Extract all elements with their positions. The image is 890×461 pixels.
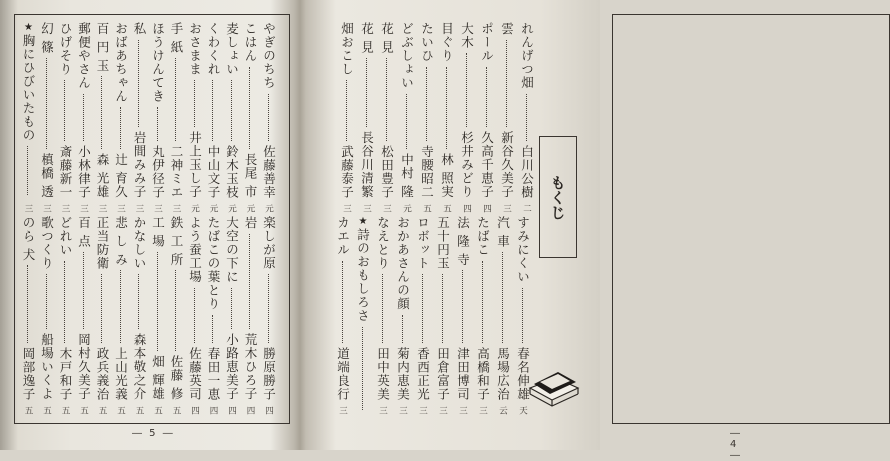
dotted-leader	[462, 270, 463, 342]
toc-entry-author: 佐藤 修	[169, 355, 184, 401]
dotted-leader	[486, 67, 487, 128]
toc-entry-title: 大木	[459, 22, 475, 49]
toc-entry	[114, 22, 127, 212]
toc-entry-author: 中村 隆	[399, 153, 415, 199]
toc-entry-page: 元	[401, 203, 412, 212]
toc-entry-title: 幻 篠	[39, 22, 55, 54]
dotted-leader	[120, 107, 121, 149]
toc-entry-author: 岡部逸子	[21, 346, 36, 401]
toc-entry	[170, 216, 183, 414]
toc-entry-page: 三	[397, 405, 408, 414]
toc-entry-author: 田倉富子	[435, 346, 451, 401]
dotted-leader	[83, 94, 84, 141]
dotted-leader	[506, 40, 507, 128]
toc-entry-page: 三	[60, 203, 70, 212]
toc-entry	[207, 22, 220, 212]
dotted-leader	[406, 94, 407, 150]
toc-entry-author: 政兵義治	[95, 346, 110, 401]
dotted-leader	[426, 67, 427, 141]
dotted-leader	[422, 274, 423, 343]
toc-entry	[59, 22, 72, 212]
dotted-leader	[366, 58, 367, 127]
toc-entry-title: 汽 車	[495, 216, 511, 248]
toc-entry-author: 春名伸雄	[515, 346, 531, 401]
toc-entry	[440, 22, 453, 212]
toc-entry-author: 中山文子	[206, 144, 221, 199]
toc-entry-page: 三	[377, 405, 388, 414]
toc-entry-author: 二神ミエ	[169, 144, 184, 199]
dotted-leader	[175, 58, 176, 141]
toc-entry-page: 五	[421, 203, 432, 212]
toc-entry-title: 手 紙	[169, 22, 184, 54]
toc-entry	[244, 216, 257, 414]
toc-entry-page: 四	[263, 405, 274, 414]
dotted-leader	[446, 67, 447, 150]
dotted-leader	[526, 94, 527, 141]
toc-entry-title: おさまま	[187, 22, 203, 76]
toc-entry-page: 元	[208, 203, 218, 212]
dotted-leader	[466, 53, 467, 127]
toc-entry-page: 元	[263, 203, 274, 212]
toc-entry-author: 岩間みみ子	[132, 131, 147, 199]
toc-entry-title: 目ぐり	[439, 22, 455, 63]
toc-entry-title: たばこ	[475, 216, 491, 257]
dotted-leader	[212, 80, 213, 141]
toc-entry-page: 三	[41, 203, 52, 212]
toc-entry-page: 五	[23, 405, 33, 414]
toc-entry-title: カエル	[335, 216, 351, 257]
toc-entry	[480, 22, 493, 212]
toc-entry-title: のら 犬	[21, 216, 36, 262]
toc-entry	[207, 216, 220, 414]
toc-entry-title: 百 点	[76, 216, 92, 248]
toc-entry	[420, 22, 433, 212]
toc-entry-author: 船場いくよ	[39, 333, 55, 401]
toc-entry-author: 畑 輝雄	[150, 355, 166, 401]
dotted-leader	[64, 261, 65, 343]
toc-entry-author: 新谷久美子	[499, 131, 515, 199]
toc-entry-author: 高橋和子	[475, 346, 491, 401]
toc-entry-author: 杉井みどり	[459, 131, 475, 199]
toc-entry-title: 百 円 玉	[95, 22, 110, 73]
toc-entry-page: 五	[60, 405, 70, 414]
toc-entry-author: 道端良行	[335, 346, 351, 401]
toc-entry-title: ロボット	[415, 216, 431, 270]
toc-entry	[356, 216, 369, 414]
dotted-leader	[231, 80, 232, 141]
toc-entry-page: 三	[97, 203, 107, 212]
toc-entry-title: 麦しょい	[224, 22, 240, 76]
toc-entry	[376, 216, 389, 414]
toc-entry	[500, 22, 513, 212]
dotted-leader	[194, 80, 195, 127]
toc-entry-page: 五	[171, 405, 181, 414]
toc-entry	[114, 216, 127, 414]
dotted-leader	[46, 274, 47, 329]
toc-entry-title: ほうけんてき	[150, 22, 166, 103]
toc-entry-page: 三	[337, 405, 348, 414]
toc-entry-page: 四	[245, 405, 255, 414]
toc-entry-title: 雲	[499, 22, 515, 36]
toc-entry-title: くわくれ	[206, 22, 221, 76]
toc-entry-page: 五	[115, 405, 126, 414]
toc-entry-title: こはん	[243, 22, 258, 63]
toc-entry-title: やぎのちち	[261, 22, 277, 90]
toc-entry	[225, 216, 238, 414]
toc-entry-page: 四	[208, 405, 218, 414]
toc-entry-author: 荒木ひろ子	[243, 333, 258, 401]
toc-entry	[262, 22, 275, 212]
toc-entry-author: 田中英美	[375, 346, 391, 401]
toc-entry-page: 四	[461, 203, 472, 212]
toc-entry-page: 四	[189, 405, 200, 414]
toc-entry-title: 花 見	[359, 22, 375, 54]
toc-entry-author: 春田一恵	[206, 346, 221, 401]
toc-entry-author: 佐藤英司	[187, 346, 203, 401]
toc-entry	[188, 216, 201, 414]
right-page-frame	[612, 14, 890, 424]
toc-entry-page: 三	[457, 405, 468, 414]
dotted-leader	[157, 252, 158, 351]
toc-entry-page: 三	[171, 203, 181, 212]
toc-entry	[40, 22, 53, 212]
toc-entry	[225, 22, 238, 212]
toc-entry	[170, 22, 183, 212]
dotted-leader	[231, 288, 232, 330]
page-number-left: ― 5 ―	[132, 428, 175, 439]
toc-entry-title: ポール	[479, 22, 495, 63]
toc-entry	[400, 22, 413, 212]
toc-entry	[360, 22, 373, 212]
dotted-leader	[522, 288, 523, 343]
toc-entry	[520, 22, 533, 212]
toc-entry-author: 勝原勝子	[261, 346, 277, 401]
toc-entry	[133, 22, 146, 212]
toc-entry	[96, 22, 109, 212]
toc-entry-title: なえとり	[375, 216, 391, 270]
toc-entry-page: 五	[441, 203, 452, 212]
toc-entry-author: 槙橋 透	[39, 153, 55, 199]
toc-entry-author: 森本敬之介	[132, 333, 147, 401]
toc-entry-author: 武藤泰子	[339, 144, 355, 199]
toc-entry	[40, 216, 53, 414]
toc-entry-title: たいひ	[419, 22, 435, 63]
toc-entry	[77, 216, 90, 414]
toc-entry-title: 私	[132, 22, 147, 36]
mokuji-title: もくじ	[548, 174, 567, 220]
toc-entry	[396, 216, 409, 414]
toc-entry	[244, 22, 257, 212]
toc-entry-author: 岡村久美子	[76, 333, 92, 401]
toc-entry-page: 元	[189, 203, 200, 212]
toc-entry-author: 松田豊子	[379, 144, 395, 199]
dotted-leader	[194, 288, 195, 343]
toc-entry-author: 斎藤新一	[58, 144, 73, 199]
dotted-leader	[482, 261, 483, 343]
toc-entry-title: ひげそり	[58, 22, 73, 76]
toc-entry	[22, 22, 35, 212]
toc-entry-author: 上山光義	[113, 346, 129, 401]
dotted-leader	[342, 261, 343, 343]
toc-entry-author: 小林律子	[76, 144, 92, 199]
toc-entry-title: 岩	[243, 216, 258, 230]
toc-entry	[77, 22, 90, 212]
toc-entry-author: 菊内恵美	[395, 346, 411, 401]
dotted-leader	[101, 76, 102, 149]
toc-entry-author: 長尾 市	[243, 153, 258, 199]
toc-entry-author: 井上玉し子	[187, 131, 203, 199]
dotted-leader	[138, 274, 139, 329]
toc-entry-title: 正当防衛	[95, 216, 110, 270]
toc-entry	[188, 22, 201, 212]
dotted-leader	[175, 270, 176, 351]
toc-entry	[460, 22, 473, 212]
toc-entry-title: かなしい	[132, 216, 147, 270]
toc-entry	[59, 216, 72, 414]
toc-entry-title: どぶしょい	[399, 22, 415, 90]
dotted-leader	[46, 58, 47, 149]
dotted-leader	[212, 315, 213, 343]
toc-entry-title: よう蚕工場	[187, 216, 203, 284]
toc-entry	[476, 216, 489, 414]
toc-entry	[22, 216, 35, 414]
toc-entry-page: 五	[152, 405, 163, 414]
dotted-leader	[157, 107, 158, 141]
toc-entry-title: 法 隆 寺	[455, 216, 471, 267]
toc-entry-author: 佐藤善幸	[261, 144, 277, 199]
toc-entry-page: 三	[381, 203, 392, 212]
toc-entry-title: 大空の下に	[224, 216, 240, 284]
toc-entry-author: 馬場広治	[495, 346, 511, 401]
toc-entry-author: 鈴木玉枝	[224, 144, 240, 199]
dotted-leader	[268, 274, 269, 343]
toc-entry-title: ★ 胸にひびいたもの	[22, 22, 35, 142]
toc-entry-page: 天	[517, 405, 528, 414]
dotted-leader	[382, 274, 383, 343]
toc-entry-title: 郵便やさん	[76, 22, 92, 90]
dotted-leader	[101, 274, 102, 343]
toc-entry-title: 悲 し み	[113, 216, 129, 267]
toc-entry	[496, 216, 509, 414]
toc-entry-page: 元	[245, 203, 255, 212]
toc-entry-title: 工 場	[150, 216, 166, 248]
dotted-leader	[27, 146, 28, 195]
toc-entry-author: 辻 育久	[113, 153, 129, 199]
toc-entry-page: 三	[417, 405, 428, 414]
toc-entry-author: 白川公樹	[519, 144, 535, 199]
toc-entry-author: 津田博司	[455, 346, 471, 401]
toc-entry	[151, 216, 164, 414]
toc-entry-page: 五	[134, 405, 144, 414]
dotted-leader	[83, 252, 84, 329]
toc-entry	[336, 216, 349, 414]
toc-entry-title: 鉄 工 所	[169, 216, 184, 267]
toc-entry-title: 歌つくり	[39, 216, 55, 270]
toc-entry	[456, 216, 469, 414]
toc-entry-page: 四	[481, 203, 492, 212]
toc-entry-author: 久高千恵子	[479, 131, 495, 199]
toc-entry-title: 花 見	[379, 22, 395, 54]
toc-entry-author: 林 照実	[439, 153, 455, 199]
toc-entry-page: 三	[134, 203, 144, 212]
toc-entry-title: たばこの葉とり	[206, 216, 221, 311]
toc-entry	[262, 216, 275, 414]
dotted-leader	[362, 327, 363, 411]
dotted-leader	[268, 94, 269, 141]
page-number-right: ― 4 ―	[730, 428, 742, 461]
toc-entry-title: おばあちゃん	[113, 22, 129, 103]
toc-entry	[380, 22, 393, 212]
dotted-leader	[138, 40, 139, 128]
toc-entry-title: すみにくい	[515, 216, 531, 284]
dotted-leader	[402, 315, 403, 343]
dotted-leader	[502, 252, 503, 343]
toc-entry-page: 三	[78, 203, 89, 212]
toc-entry-author: 丸伊径子	[150, 144, 166, 199]
toc-entry-page: 五	[97, 405, 107, 414]
toc-entry	[416, 216, 429, 414]
toc-entry	[340, 22, 353, 212]
toc-entry-page: 三	[341, 203, 352, 212]
toc-entry	[151, 22, 164, 212]
toc-entry-title: ★ 詩のおもしろさ	[356, 216, 369, 323]
dotted-leader	[120, 270, 121, 342]
toc-entry-author: 森 光雄	[95, 153, 110, 199]
toc-entry-title: 畑おこし	[339, 22, 355, 76]
book-illustration-icon	[526, 358, 582, 408]
toc-entry-page: 三	[437, 405, 448, 414]
toc-entry-page: 三	[361, 203, 372, 212]
toc-entry-page: 三	[152, 203, 163, 212]
toc-entry-author: 木戸和子	[58, 346, 73, 401]
toc-entry-page: 五	[41, 405, 52, 414]
toc-entry-title: どれい	[58, 216, 73, 257]
toc-entry-page: 元	[226, 203, 237, 212]
toc-entry-page: 三	[477, 405, 488, 414]
mokuji-title-box	[539, 136, 577, 258]
toc-entry	[436, 216, 449, 414]
toc-entry-page: 三	[23, 203, 33, 212]
toc-entry-page: 三	[115, 203, 126, 212]
dotted-leader	[442, 274, 443, 343]
toc-entry-page: 四	[226, 405, 237, 414]
toc-entry-title: 五十円玉	[435, 216, 451, 270]
dotted-leader	[346, 80, 347, 141]
toc-entry-title: 楽しが原	[261, 216, 277, 270]
dotted-leader	[249, 234, 250, 330]
toc-entry-author: 小路恵美子	[224, 333, 240, 401]
toc-entry-page: 云	[497, 405, 508, 414]
dotted-leader	[249, 67, 250, 150]
toc-entry-author: 寺腰昭二	[419, 144, 435, 199]
toc-entry-page: 二	[521, 203, 532, 212]
toc-entry-page: 三	[501, 203, 512, 212]
toc-entry-page: 五	[78, 405, 89, 414]
toc-entry	[133, 216, 146, 414]
dotted-leader	[64, 80, 65, 141]
toc-entry	[96, 216, 109, 414]
toc-entry-author: 長谷川清繁	[359, 131, 375, 199]
toc-entry-title: れんげつ畑	[519, 22, 535, 90]
dotted-leader	[386, 58, 387, 141]
toc-entry-title: おかあさんの顔	[395, 216, 411, 311]
dotted-leader	[27, 265, 28, 342]
toc-entry-author: 香西正光	[415, 346, 431, 401]
